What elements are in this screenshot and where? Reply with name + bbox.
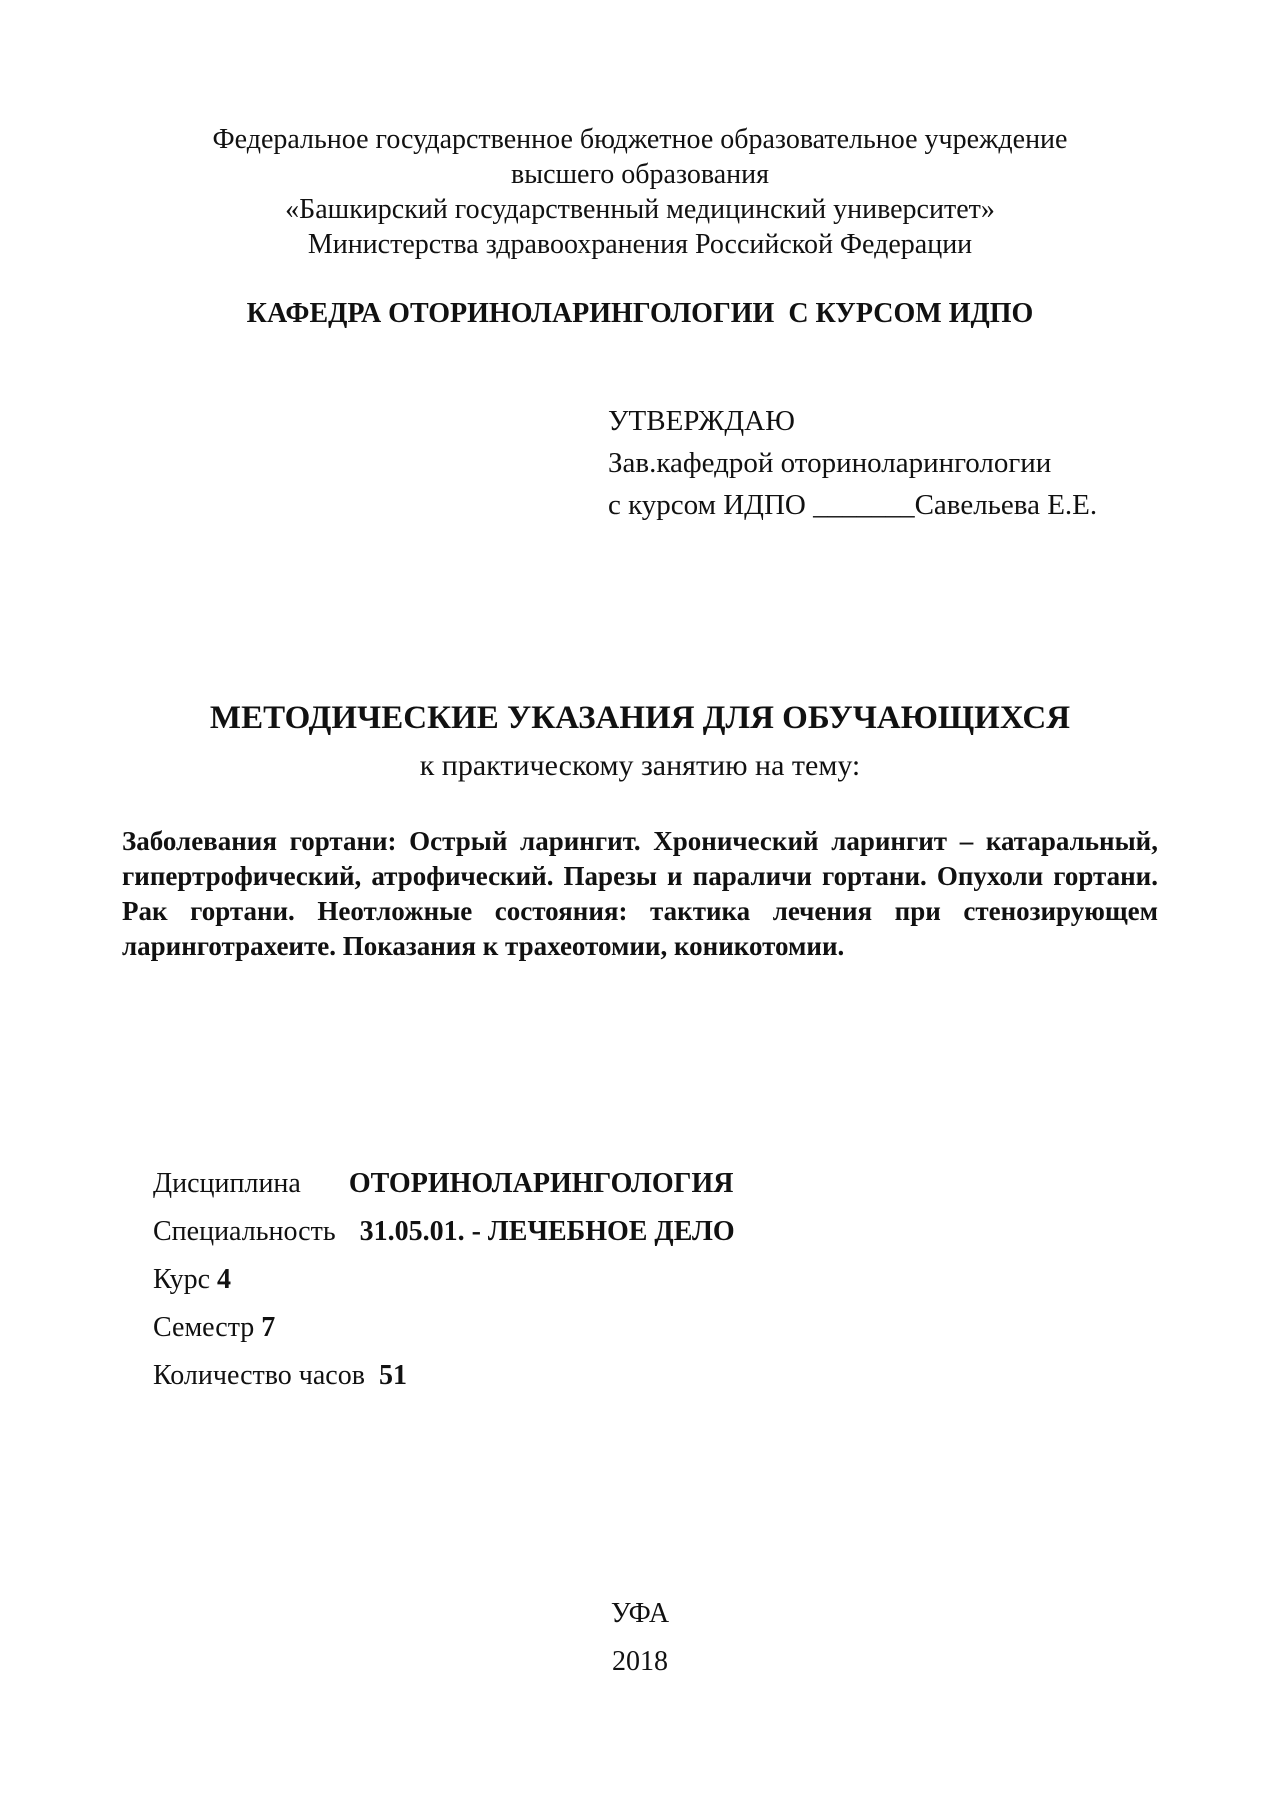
hours-label: Количество часов xyxy=(153,1360,365,1391)
semester-label: Семестр xyxy=(153,1312,255,1343)
discipline-value: ОТОРИНОЛАРИНГОЛОГИЯ xyxy=(348,1168,734,1199)
department-title xyxy=(0,296,1280,332)
discipline-label: Дисциплина xyxy=(153,1168,301,1199)
institution-line-2: высшего образования xyxy=(511,159,769,190)
course-value: 4 xyxy=(217,1264,231,1295)
course-row xyxy=(153,1256,735,1304)
footer-block xyxy=(0,1590,1280,1686)
course-details xyxy=(153,1160,735,1400)
subtitle: к практическому занятию на тему: xyxy=(419,749,861,782)
institution-line-4: Министерства здравоохранения Российской Федерации xyxy=(307,229,973,260)
discipline-row xyxy=(153,1160,735,1208)
semester-value: 7 xyxy=(261,1312,276,1343)
approval-line-1: Зав.кафедрой оториноларингологии xyxy=(608,447,1052,479)
topic-paragraph: Заболевания гортани: Острый ларингит. Хронический ларингит – катаральный, гипертрофический, атрофический. Парезы и параличи гортани. Опухоли гортани. Рак гортани. Неотложные состояния: тактика лечения при стенозирующем ларинготрахеите. Показания к трахеотомии, коникотомии. xyxy=(122,826,1158,961)
footer-year: 2018 xyxy=(612,1646,668,1677)
semester-row xyxy=(153,1304,735,1352)
institution-line-3: «Башкирский государственный медицинский университет» xyxy=(285,194,995,225)
institution-header xyxy=(0,122,1280,262)
department-text: КАФЕДРА ОТОРИНОЛАРИНГОЛОГИИ С КУРСОМ ИДПО xyxy=(246,298,1034,329)
approval-title: УТВЕРЖДАЮ xyxy=(608,405,795,437)
specialty-value: 31.05.01. - ЛЕЧЕБНОЕ ДЕЛО xyxy=(359,1216,735,1247)
approval-block xyxy=(608,400,1097,526)
hours-value: 51 xyxy=(378,1360,407,1391)
specialty-row xyxy=(153,1208,735,1256)
course-label: Курс xyxy=(153,1264,210,1295)
footer-city: УФА xyxy=(610,1598,670,1629)
specialty-label: Специальность xyxy=(153,1216,336,1247)
hours-row xyxy=(153,1352,735,1400)
institution-line-1: Федеральное государственное бюджетное образовательное учреждение xyxy=(212,124,1068,155)
approval-line-2: с курсом ИДПО _______Савельева Е.Е. xyxy=(608,489,1098,521)
main-title: МЕТОДИЧЕСКИЕ УКАЗАНИЯ ДЛЯ ОБУЧАЮЩИХСЯ xyxy=(209,700,1071,736)
